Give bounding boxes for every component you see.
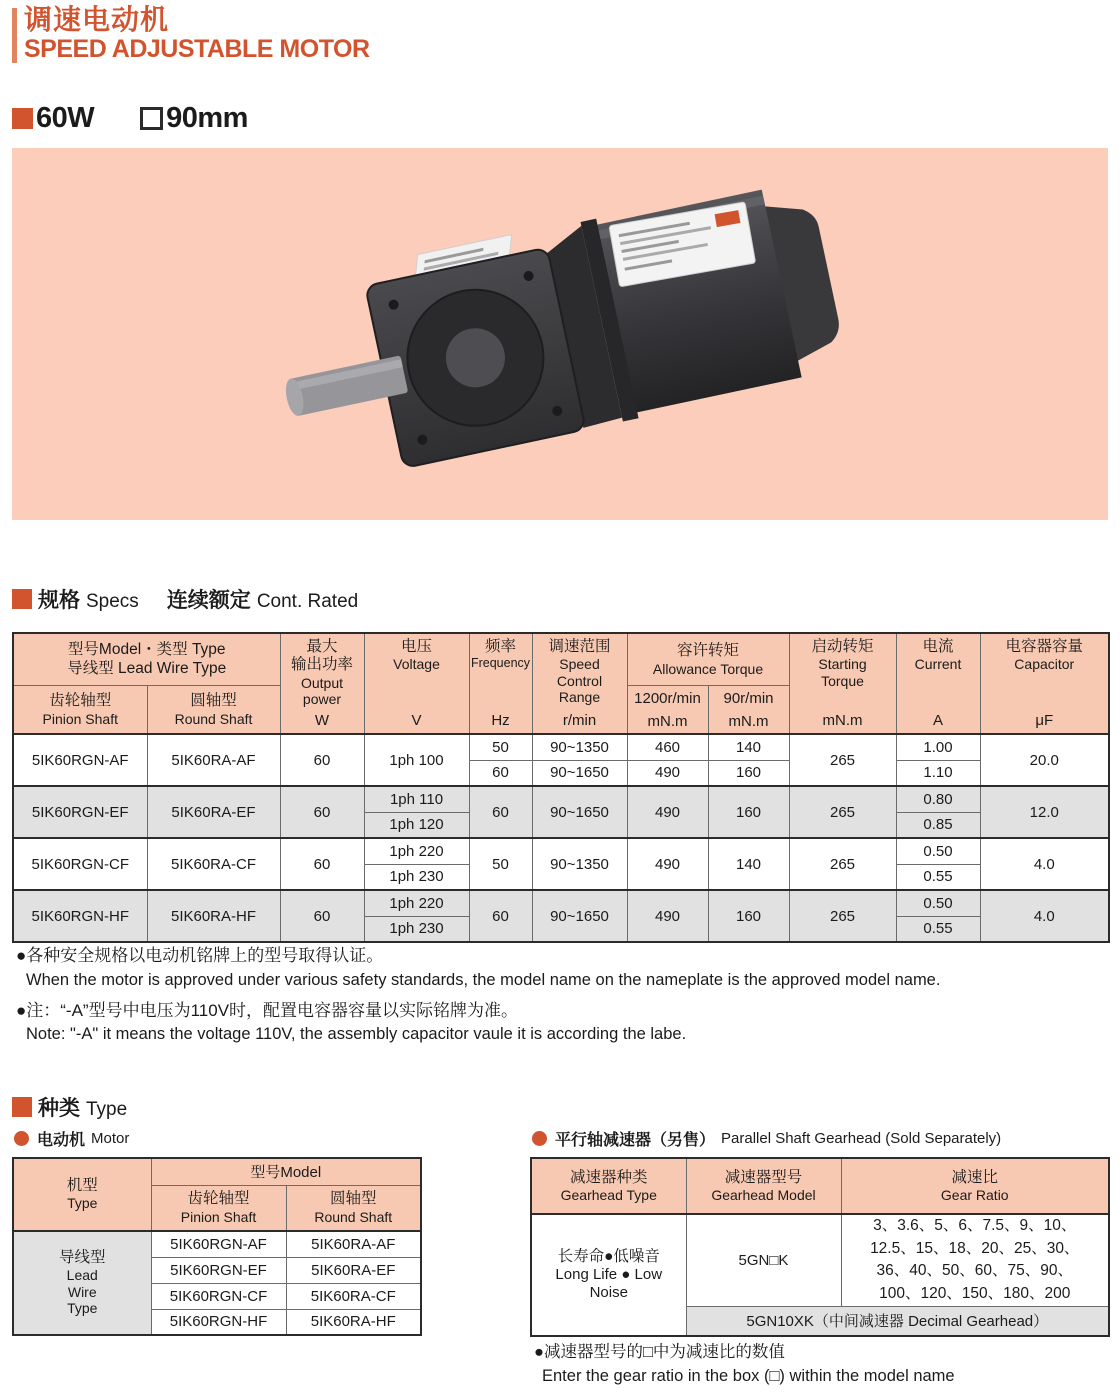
round-model-cell: 5IK60RA-CF [286, 1283, 421, 1309]
motor-type-table [12, 1157, 422, 1336]
speed-unit: r/min [562, 712, 597, 729]
ratio-line4: 100、120、150、180、200 [879, 1284, 1071, 1302]
motor-product-image [12, 148, 1108, 520]
gear-ratio-zh: 减速比 [951, 1168, 998, 1186]
cell-speed: 90~1650 [532, 890, 627, 942]
lead-en1: Lead [66, 1267, 98, 1284]
cont-rated-en: Cont. Rated [256, 591, 359, 612]
col-round-header [147, 686, 280, 734]
filled-square-icon [12, 108, 33, 129]
motor-subheading-en: Motor [91, 1130, 130, 1147]
lead-en2: Wire [67, 1283, 97, 1300]
pinion-model-cell: 5IK60RGN-AF [151, 1231, 286, 1257]
pinion-zh: 齿轮轴型 [49, 692, 112, 710]
cell-freq: 60 [469, 760, 532, 786]
cell-current: 0.50 [896, 838, 980, 864]
capacitor-unit: μF [1035, 712, 1054, 729]
motor-subheading [14, 1127, 129, 1150]
cell-pinion-model: 5IK60RGN-CF [13, 838, 147, 890]
pinion-model-cell: 5IK60RGN-CF [151, 1283, 286, 1309]
cell-round-model: 5IK60RA-AF [147, 734, 280, 786]
pinion-model-cell: 5IK60RGN-EF [151, 1257, 286, 1283]
specs-notes [16, 944, 940, 1047]
gearmotor-illustration [12, 148, 1108, 520]
orange-square-icon [12, 1097, 32, 1117]
cell-pinion-model: 5IK60RGN-HF [13, 890, 147, 942]
cell-freq: 50 [469, 734, 532, 760]
gearhead-note-zh: ●减速器型号的□中为减速比的数值 [534, 1343, 785, 1361]
col-t1200-header [627, 686, 708, 734]
t90-label: 90r/min [723, 689, 774, 707]
starting-en2: Torque [821, 672, 864, 689]
round-shaft-header [286, 1185, 421, 1231]
voltage-en: Voltage [393, 656, 440, 673]
cell-speed: 90~1650 [532, 760, 627, 786]
model-header-line2: 导线型 Lead Wire Type [67, 659, 227, 677]
pinion-shaft-header [151, 1185, 286, 1231]
ratio-line1: 3、3.6、5、6、7.5、9、10、 [873, 1217, 1077, 1235]
speed-zh: 调速范围 [548, 638, 611, 655]
type-heading-en: Type [86, 1099, 128, 1120]
long-life-cell [531, 1214, 686, 1336]
title-accent-bar [12, 8, 17, 63]
cell-starting: 265 [789, 890, 896, 942]
specs-heading-en: Specs [86, 591, 139, 612]
current-zh: 电流 [922, 638, 954, 655]
current-en: Current [914, 656, 962, 673]
size-line [12, 102, 248, 135]
gearhead-model-zh: 减速器型号 [724, 1168, 803, 1186]
gearhead-type-en: Gearhead Type [560, 1186, 657, 1203]
power-unit: W [314, 712, 330, 729]
col-starting-header [789, 633, 896, 734]
cell-current: 0.50 [896, 890, 980, 916]
gearhead-model-header [686, 1158, 841, 1214]
gearhead-note-en: Enter the gear ratio in the box (□) within the model name [542, 1366, 955, 1385]
col-pinion-header [13, 686, 147, 734]
cell-voltage: 1ph 220 [364, 890, 469, 916]
col-t90-header [708, 686, 789, 734]
gearhead-model-cell: 5GN□K [686, 1214, 841, 1306]
lead-zh: 导线型 [58, 1249, 106, 1267]
cell-current: 0.85 [896, 812, 980, 838]
machine-type-header [13, 1158, 151, 1231]
capacitor-en: Capacitor [1014, 656, 1075, 673]
long-life-en1: Long Life ● Low [555, 1266, 663, 1284]
freq-en: Frequency [470, 656, 531, 671]
cell-capacitor: 4.0 [980, 890, 1109, 942]
cell-voltage: 1ph 100 [364, 734, 469, 786]
cell-current: 0.55 [896, 864, 980, 890]
cell-voltage: 1ph 230 [364, 864, 469, 890]
freq-unit: Hz [491, 712, 510, 729]
cell-t1200: 490 [627, 838, 708, 890]
round-zh: 圆轴型 [190, 692, 237, 710]
torque-en: Allowance Torque [652, 660, 764, 677]
long-life-en2: Noise [589, 1284, 628, 1302]
orange-bullet-icon [14, 1131, 29, 1146]
ratio-line2: 12.5、15、18、20、25、30、 [870, 1239, 1080, 1257]
torque-zh: 容许转矩 [677, 642, 740, 660]
cell-power: 60 [280, 890, 364, 942]
round-model-cell: 5IK60RA-EF [286, 1257, 421, 1283]
col-frequency-header [469, 633, 532, 734]
motor-subheading-zh: 电动机 [37, 1132, 86, 1149]
gearhead-type-header [531, 1158, 686, 1214]
cell-capacitor: 4.0 [980, 838, 1109, 890]
col-current-header [896, 633, 980, 734]
cell-power: 60 [280, 838, 364, 890]
voltage-unit: V [411, 712, 422, 729]
gearhead-subheading [532, 1127, 1001, 1150]
gear-ratio-en: Gear Ratio [940, 1186, 1009, 1203]
round-en: Round Shaft [174, 710, 253, 727]
specs-heading-zh: 规格 [38, 589, 80, 612]
power-en1: Output [300, 674, 344, 691]
page-title-zh: 调速电动机 [24, 4, 170, 35]
cell-t1200: 490 [627, 890, 708, 942]
col-speed-header [532, 633, 627, 734]
page-title [24, 5, 370, 63]
cell-round-model: 5IK60RA-HF [147, 890, 280, 942]
pinion-en: Pinion Shaft [42, 710, 118, 727]
pinion-header-en: Pinion Shaft [180, 1208, 257, 1225]
orange-square-icon [12, 589, 32, 609]
cell-power: 60 [280, 734, 364, 786]
cell-freq: 60 [469, 786, 532, 838]
cell-current: 0.55 [896, 916, 980, 942]
cell-t90: 140 [708, 734, 789, 760]
starting-unit: mN.m [822, 712, 863, 729]
round-header-zh: 圆轴型 [330, 1190, 377, 1208]
cell-t90: 140 [708, 838, 789, 890]
pinion-model-cell: 5IK60RGN-HF [151, 1309, 286, 1335]
speed-en1: Speed [559, 656, 600, 673]
orange-bullet-icon [532, 1131, 547, 1146]
gear-ratio-cell [841, 1214, 1109, 1306]
voltage-zh: 电压 [400, 638, 432, 655]
machine-type-en: Type [67, 1195, 98, 1212]
specs-table [12, 632, 1110, 943]
type-section-heading [12, 1092, 127, 1122]
speed-en2: Control [556, 672, 603, 689]
current-unit: A [933, 712, 944, 729]
t90-unit: mN.m [728, 712, 769, 730]
round-model-cell: 5IK60RA-HF [286, 1309, 421, 1335]
cell-starting: 265 [789, 838, 896, 890]
note-1-zh: ●各种安全规格以电动机铭牌上的型号取得认证。 [16, 946, 384, 965]
cell-capacitor: 12.0 [980, 786, 1109, 838]
cell-t90: 160 [708, 760, 789, 786]
model-header-line1: 型号Model・类型 Type [67, 641, 226, 659]
cell-current: 0.80 [896, 786, 980, 812]
power-zh2: 输出功率 [290, 656, 353, 674]
cell-t1200: 490 [627, 760, 708, 786]
model-header: 型号Model [151, 1158, 421, 1185]
machine-type-zh: 机型 [66, 1177, 98, 1195]
cell-speed: 90~1350 [532, 734, 627, 760]
cell-power: 60 [280, 786, 364, 838]
cell-t1200: 490 [627, 786, 708, 838]
lead-en3: Type [67, 1300, 98, 1317]
cell-starting: 265 [789, 734, 896, 786]
col-capacitor-header [980, 633, 1109, 734]
note-1-en: When the motor is approved under various safety standards, the model name on the nameplate is the approved model name. [26, 970, 941, 989]
type-heading-zh: 种类 [38, 1097, 80, 1120]
outline-square-icon [140, 107, 163, 130]
cell-current: 1.00 [896, 734, 980, 760]
t1200-label: 1200r/min [634, 689, 701, 707]
frame-size: 90mm [166, 102, 248, 134]
cell-voltage: 1ph 120 [364, 812, 469, 838]
cell-capacitor: 20.0 [980, 734, 1109, 786]
col-model-header [13, 633, 280, 686]
cell-t90: 160 [708, 786, 789, 838]
gearhead-subheading-zh: 平行轴减速器（另售） [555, 1132, 716, 1149]
power-zh1: 最大 [306, 638, 338, 655]
cell-speed: 90~1350 [532, 838, 627, 890]
round-header-en: Round Shaft [314, 1208, 393, 1225]
pinion-header-zh: 齿轮轴型 [187, 1190, 250, 1208]
col-voltage-header [364, 633, 469, 734]
round-model-cell: 5IK60RA-AF [286, 1231, 421, 1257]
cell-t90: 160 [708, 890, 789, 942]
gear-ratio-header [841, 1158, 1109, 1214]
note-2-zh: ●注：“-A”型号中电压为110V时，配置电容器容量以实际铭牌为准。 [16, 1000, 519, 1020]
ratio-line3: 36、40、50、60、75、90、 [876, 1262, 1073, 1280]
specs-section-heading [12, 584, 358, 614]
decimal-gearhead-cell: 5GN10XK（中间减速器 Decimal Gearhead） [686, 1306, 1109, 1336]
cell-pinion-model: 5IK60RGN-EF [13, 786, 147, 838]
t1200-unit: mN.m [647, 712, 688, 730]
capacitor-zh: 电容器容量 [1005, 638, 1084, 655]
cell-speed: 90~1650 [532, 786, 627, 838]
gearhead-note [534, 1341, 955, 1389]
cell-freq: 50 [469, 838, 532, 890]
gearhead-type-zh: 减速器种类 [569, 1168, 648, 1186]
gearhead-model-en: Gearhead Model [711, 1186, 816, 1203]
cell-voltage: 1ph 230 [364, 916, 469, 942]
cell-voltage: 1ph 220 [364, 838, 469, 864]
note-2-en: Note: "-A" it means the voltage 110V, the assembly capacitor vaule it is according the labe. [26, 1025, 687, 1044]
page-title-en: SPEED ADJUSTABLE MOTOR [24, 34, 370, 63]
starting-zh: 启动转矩 [811, 638, 874, 655]
cell-round-model: 5IK60RA-EF [147, 786, 280, 838]
long-life-zh: 长寿命●低噪音 [557, 1248, 660, 1266]
lead-wire-type-cell [13, 1231, 151, 1335]
col-power-header [280, 633, 364, 734]
cell-pinion-model: 5IK60RGN-AF [13, 734, 147, 786]
freq-zh: 频率 [484, 638, 516, 655]
starting-en1: Starting [818, 656, 867, 673]
cell-t1200: 460 [627, 734, 708, 760]
power-rating: 60W [36, 102, 95, 134]
cell-starting: 265 [789, 786, 896, 838]
speed-en3: Range [558, 689, 601, 706]
cont-rated-zh: 连续额定 [166, 589, 251, 612]
col-torque-header [627, 633, 789, 686]
cell-voltage: 1ph 110 [364, 786, 469, 812]
gearhead-table [530, 1157, 1110, 1337]
gearhead-subheading-en: Parallel Shaft Gearhead (Sold Separately) [721, 1130, 1002, 1147]
cell-round-model: 5IK60RA-CF [147, 838, 280, 890]
cell-freq: 60 [469, 890, 532, 942]
power-en2: power [302, 691, 342, 708]
cell-current: 1.10 [896, 760, 980, 786]
